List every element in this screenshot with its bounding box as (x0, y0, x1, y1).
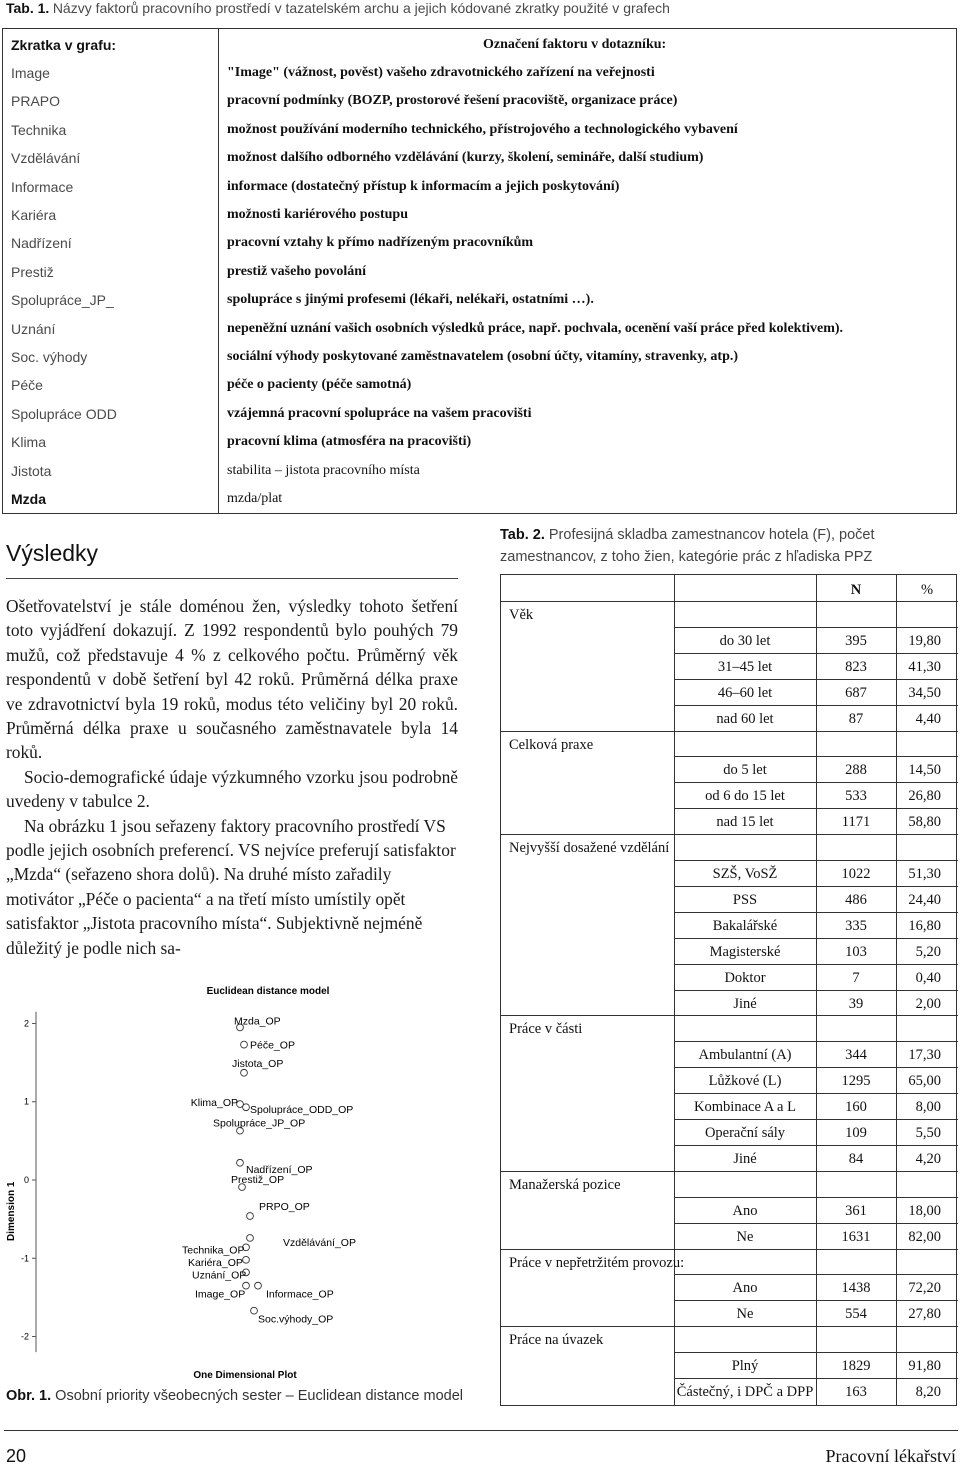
table-cell-n: 554 (845, 1306, 867, 1323)
table-cell-pct: 4,20 (915, 1150, 941, 1167)
table-cell-n: 687 (845, 684, 867, 701)
table-cell-pct: 17,30 (908, 1047, 941, 1064)
header-abbr: Zkratka v grafu: (11, 37, 117, 53)
factor-abbr: Mzda (11, 491, 46, 507)
table-cell-n: 103 (845, 943, 867, 960)
factor-table (2, 28, 957, 514)
factor-abbr: Spolupráce_JP_ (11, 292, 114, 309)
table-cell-pct: 0,40 (915, 969, 941, 986)
header-pct: % (920, 582, 934, 598)
table-cell-n: 1829 (841, 1358, 871, 1375)
factor-abbr: Péče (11, 377, 43, 394)
table-cell-name: SZŠ, VoSŽ (712, 866, 778, 882)
data-point (251, 1307, 258, 1314)
table-cell-pct: 27,80 (908, 1306, 941, 1323)
euclidean-distance-chart (0, 980, 470, 1385)
table-cell-name: od 6 do 15 let (705, 788, 785, 805)
factor-desc: stabilita – jistota pracovního místa (227, 462, 420, 478)
y-tick-label: 1 (23, 1096, 29, 1107)
table-cell-pct: 18,00 (908, 1202, 941, 1219)
x-axis-label: One Dimensional Plot (193, 1370, 297, 1381)
table-cell-name: Ambulantní (A) (698, 1047, 792, 1064)
y-tick-label: 2 (23, 1018, 29, 1029)
data-point-label: Spolupráce_ODD_OP (250, 1104, 354, 1117)
table-cell-pct: 16,80 (908, 917, 941, 934)
data-point (247, 1213, 254, 1220)
table-cell-n: 486 (845, 891, 867, 908)
data-point-label: Klima_OP (190, 1097, 238, 1110)
table-cell-pct: 51,30 (908, 866, 941, 882)
factor-abbr: Kariéra (11, 207, 57, 223)
data-point-label: Jistota_OP (232, 1057, 284, 1070)
data-point-label: Mzda_OP (234, 1015, 281, 1028)
factor-abbr: Informace (11, 178, 74, 195)
table-cell-pct: 2,00 (915, 995, 941, 1012)
y-tick-label: 0 (23, 1175, 29, 1185)
table-cell-n: 823 (845, 658, 867, 675)
data-point-label: Uznání_OP (192, 1269, 247, 1282)
table-cell-name: Bakalářské (712, 917, 778, 934)
table-cell-name: Jiné (733, 995, 757, 1012)
header-n: N (850, 582, 862, 598)
factor-abbr: PRAPO (11, 93, 61, 110)
factor-desc: "Image" (vážnost, pověst) vašeho zdravotnického zařízení na veřejnosti (227, 65, 655, 80)
data-point (255, 1282, 262, 1289)
y-axis-label: Dimension 1 (6, 1181, 17, 1242)
table-cell-name: 46–60 let (717, 684, 773, 701)
factor-desc: vzájemná pracovní spolupráce na vašem pracovišti (227, 405, 532, 421)
table-cell-name: Plný (731, 1358, 759, 1375)
data-point (243, 1256, 250, 1263)
data-point-label: Informace_OP (266, 1288, 334, 1301)
table-cell-n: 1438 (841, 1280, 871, 1297)
factor-desc: informace (dostatečný přístup k informacím a jejich poskytování) (227, 178, 620, 194)
table-cell-n: 361 (845, 1202, 867, 1219)
data-point-label: Technika_OP (182, 1244, 245, 1257)
factor-abbr: Soc. výhody (11, 349, 88, 365)
table-cell-name: do 30 let (719, 632, 771, 649)
figure-caption-text: Osobní priority všeobecných sester – Euclidean distance model (55, 1388, 463, 1404)
factor-desc: nepeněžní uznání vašich osobních výsledků práce, např. pochvala, ocenění vaší práce před kolektivem). (227, 320, 844, 336)
table-cell-name: Magisterské (709, 943, 781, 960)
tab1-label: Tab. 1. (6, 0, 50, 16)
data-point (237, 1159, 244, 1166)
table-cell-name: Lůžkové (L) (708, 1073, 782, 1090)
figure-label: Obr. 1. (6, 1388, 52, 1404)
table-cell-n: 335 (845, 917, 867, 934)
group-label: Manažerská pozice (509, 1176, 621, 1193)
table-cell-name: nad 60 let (716, 710, 774, 727)
paragraph: Na obrázku 1 jsou seřazeny faktory pracovního prostředí VS podle jejich osobních preferencí. VS nejvíce preferují satisfaktor „Mzda“ (seřazeno shora dolů). Na druhé místo zařadily motivátor „Péče o pacienta“ a na třetí místo umístily opět satisfaktor „Jistota pracovního místa“. Subjektivně nejméně důležitý je podle nich sa- (6, 815, 456, 958)
group-label: Práce v nepřetržitém provozu: (509, 1254, 685, 1271)
table-cell-name: PSS (732, 891, 758, 908)
table-cell-n: 39 (848, 995, 864, 1012)
table-cell-pct: 5,20 (915, 943, 941, 960)
figure-caption (6, 1388, 463, 1404)
data-point (241, 1041, 248, 1048)
data-point-label: Prestiž_OP (231, 1174, 285, 1187)
table-cell-pct: 24,40 (908, 891, 941, 908)
table-cell-n: 1022 (841, 866, 871, 882)
journal-name: Pracovní lékařství (825, 1446, 956, 1466)
table-cell-pct: 41,30 (908, 658, 941, 675)
group-label: Celková praxe (509, 736, 594, 753)
factor-abbr: Klima (11, 434, 47, 451)
table-cell-name: Kombinace A a L (694, 1099, 796, 1116)
table-cell-name: do 5 let (723, 762, 767, 779)
group-label: Nejvyšší dosažené vzdělání (509, 840, 670, 857)
divider (6, 578, 458, 579)
tab2-caption-text: Profesijná skladba zamestnancov hotela (F), počet zamestnancov, z toho žien, kategórie prác z hľadiska PPZ (500, 527, 875, 565)
table-cell-n: 163 (845, 1384, 867, 1400)
table-cell-name: Ne (736, 1228, 754, 1245)
group-label: Práce v části (509, 1021, 583, 1038)
factor-desc: mzda/plat (227, 491, 283, 506)
table-cell-pct: 26,80 (908, 788, 941, 805)
group-label: Věk (509, 607, 534, 623)
y-tick-label: -1 (20, 1253, 29, 1264)
table-cell-n: 7 (852, 969, 860, 986)
table-cell-pct: 72,20 (908, 1280, 941, 1297)
header-desc: Označení faktoru v dotazníku: (483, 37, 667, 52)
factor-desc: možnost dalšího odborného vzdělávání (kurzy, školení, semináře, další studium) (227, 150, 704, 166)
table-cell-pct: 58,80 (908, 814, 941, 831)
chart-title: Euclidean distance model (206, 986, 330, 997)
table-cell-n: 533 (845, 788, 867, 805)
section-heading: Výsledky (6, 540, 99, 566)
page-number: 20 (6, 1446, 27, 1466)
table-cell-pct: 65,00 (908, 1073, 941, 1090)
group-label: Práce na úvazek (509, 1332, 604, 1349)
footer-divider (4, 1430, 958, 1431)
data-point (241, 1069, 248, 1076)
factor-desc: prestiž vašeho povolání (227, 263, 366, 279)
data-point-label: Nadřízení_OP (246, 1163, 313, 1176)
tab1-caption (6, 0, 670, 18)
demographics-table (500, 574, 957, 1406)
table-cell-pct: 8,20 (915, 1384, 941, 1400)
table-cell-name: Ano (732, 1202, 758, 1219)
row-line (501, 601, 958, 602)
tab1-caption-text: Názvy faktorů pracovního prostředí v tazatelském archu a jejich kódované zkratky použité v grafech (52, 0, 670, 16)
table-cell-pct: 82,00 (908, 1228, 941, 1245)
data-point-label: Péče_OP (250, 1039, 295, 1052)
data-point-label: PRPO_OP (259, 1201, 310, 1213)
data-point (243, 1104, 250, 1111)
factor-desc: sociální výhody poskytované zaměstnavatelem (osobní účty, vitamíny, stravenky, atp.) (227, 349, 739, 364)
factor-abbr: Vzdělávání (11, 150, 81, 167)
factor-abbr: Technika (11, 121, 67, 138)
table-cell-n: 84 (848, 1150, 864, 1167)
factor-abbr: Prestiž (11, 263, 54, 280)
factor-abbr: Jistota (11, 462, 52, 479)
factor-desc: možnosti kariérového postupu (227, 207, 408, 222)
factor-desc: péče o pacienty (péče samotná) (227, 377, 412, 393)
table-cell-n: 109 (845, 1125, 867, 1141)
table-cell-n: 288 (845, 762, 867, 779)
tab2-caption (500, 524, 955, 568)
table-cell-n: 344 (845, 1047, 867, 1064)
table-cell-pct: 8,00 (915, 1099, 941, 1116)
factor-desc: pracovní vztahy k přímo nadřízeným pracovníkům (227, 235, 534, 251)
column-divider (218, 29, 219, 513)
table-cell-n: 1631 (841, 1228, 871, 1245)
table-cell-name: nad 15 let (716, 814, 774, 831)
factor-abbr: Uznání (11, 320, 56, 337)
table-cell-name: Ano (732, 1280, 758, 1297)
table-cell-n: 1171 (841, 814, 871, 831)
table-cell-name: Částečný, i DPČ a DPP (676, 1384, 814, 1400)
table-cell-n: 160 (845, 1099, 867, 1116)
paragraph: Ošetřovatelství je stále doménou žen, výsledky tohoto šetření toto vyjádření dokazují. Z 1992 respondentů bylo pouhých 79 mužů, což představuje 4 % z celkového počtu. Průměrný věk respondentů v době šetření byl 42 roků. Průměrná délka praxe ve zdravotnictví byla 19 roků, modus této veličiny byl 20 roků. Průměrná délka praxe u současného zaměstnavatele byla 14 roků. (6, 596, 458, 763)
y-tick-label: -2 (20, 1331, 29, 1342)
factor-abbr: Image (11, 65, 50, 81)
tab2-label: Tab. 2. (500, 527, 545, 543)
data-point-label: Vzdělávání_OP (283, 1236, 356, 1249)
results-body (6, 594, 458, 960)
data-point (247, 1235, 254, 1242)
paragraph: Socio-demografické údaje výzkumného vzorku jsou podrobně uvedeny v tabulce 2. (6, 766, 458, 812)
table-cell-pct: 14,50 (908, 762, 941, 779)
table-cell-name: 31–45 let (717, 658, 773, 675)
table-cell-name: Ne (736, 1306, 754, 1323)
table-cell-pct: 34,50 (908, 684, 941, 701)
table-cell-name: Jiné (733, 1150, 757, 1167)
table-cell-n: 87 (848, 710, 864, 727)
table-cell-pct: 4,40 (915, 710, 941, 727)
table-cell-pct: 91,80 (908, 1358, 941, 1375)
factor-desc: možnost používání moderního technického, přístrojového a technologického vybavení (227, 121, 738, 137)
data-point-label: Soc.výhody_OP (258, 1313, 334, 1326)
factor-abbr: Nadřízení (11, 235, 72, 252)
data-point-label: Kariéra_OP (188, 1256, 243, 1269)
factor-desc: spolupráce s jinými profesemi (lékaři, nelékaři, ostatními …). (227, 292, 594, 308)
table-cell-name: Doktor (724, 969, 766, 986)
factor-abbr: Spolupráce ODD (11, 405, 117, 422)
table-cell-name: Operační sály (704, 1125, 786, 1141)
data-point-label: Image_OP (195, 1288, 246, 1301)
table-cell-pct: 19,80 (908, 632, 941, 649)
factor-desc: pracovní podmínky (BOZP, prostorové řešení pracoviště, organizace práce) (227, 93, 678, 109)
data-point-label: Spolupráce_JP_OP (213, 1117, 306, 1130)
table-cell-n: 395 (845, 632, 867, 649)
table-cell-n: 1295 (841, 1073, 871, 1090)
table-cell-pct: 5,50 (915, 1125, 941, 1141)
factor-desc: pracovní klima (atmosféra na pracovišti) (227, 434, 472, 450)
